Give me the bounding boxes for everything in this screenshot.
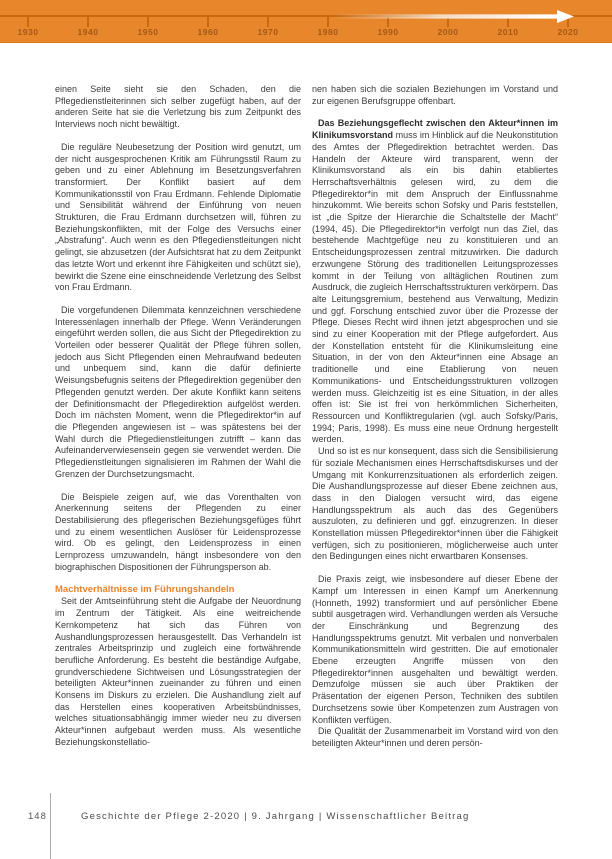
timeline-year: 2010 bbox=[497, 27, 519, 37]
timeline-year: 1980 bbox=[317, 27, 339, 37]
timeline-year: 1970 bbox=[257, 27, 279, 37]
timeline-tick bbox=[207, 16, 209, 27]
timeline-tick bbox=[147, 16, 149, 27]
body-paragraph bbox=[312, 118, 558, 446]
body-paragraph: nen haben sich die sozialen Beziehungen im Vorstand und zur eigenen Berufsgruppe offenbart. bbox=[312, 84, 558, 106]
body-paragraph: einen Seite sieht sie den Schaden, den die Pflegedienstleiterinnen sich selber zugefügt haben, auf der anderen Seite hat sie die Verletzung bis zum Zeitpunkt des Interviews noch nicht bewältigt. bbox=[55, 84, 301, 130]
body-paragraph: Die Praxis zeigt, wie insbesondere auf dieser Ebene der Kampf um Interessen in einen Kampf um Anerkennung (Honneth, 1992) transformiert und auf persönlicher Ebene subtil ausgetragen wird. Verhandlungen werden als Versuche der Einschränkung und Begrenzung des Handlungsspektrums genutzt. Mit verbalen und nonverbalen Kommunikationsmitteln wird gestritten. Die auf emotionaler Ebene erzeugten Angriffe müssen von den Pflegedirektor*innen ausgehalten und bewältigt werden. Demzufolge müssen sie auch über Praktiken der Präsentation der eigenen Person, Techniken des subtilen Durchsetzens sowie über Kompetenzen zum Austragen von Konflikten verfügen. bbox=[312, 574, 558, 725]
page-number: 148 bbox=[28, 811, 47, 822]
timeline-year: 1960 bbox=[197, 27, 219, 37]
timeline-tick bbox=[327, 16, 329, 27]
timeline-year: 1940 bbox=[77, 27, 99, 37]
timeline-year: 2000 bbox=[437, 27, 459, 37]
timeline-year: 1950 bbox=[137, 27, 159, 37]
body-paragraph: Seit der Amtseinführung steht die Aufgabe der Neuordnung im Zentrum der Tätigkeit. Als eine weitreichende Kernkompetenz hat sich das Führen von Aushandlungsprozessen herausgestellt. Das Verhandeln ist zentrales Arbeitsprinzip und zugleich eine fortwährende berufliche Anforderung. Es besteht die beständige Aufgabe, grundverschiedene Sichtweisen und Lösungsstrategien der beteiligten Akteur*innen zueinander zu führen und einen Konsens im Diskurs zu erzielen. Die Aushandlung zielt auf das Herstellen eines kooperativen Arbeitsbündnisses, welches situationsabhängig immer wieder neu zu diversen Akteur*innen aufgebaut werden muss. Als wesentliche Beziehungskonstellatio- bbox=[55, 596, 301, 747]
footer-journal-info: Geschichte der Pflege 2-2020 | 9. Jahrgang | Wissenschaftlicher Beitrag bbox=[81, 811, 470, 822]
left-column bbox=[55, 84, 301, 750]
timeline-year: 1930 bbox=[17, 27, 39, 37]
timeline-banner bbox=[0, 0, 612, 43]
body-paragraph: Die reguläre Neubesetzung der Position wird genutzt, um der nicht ausgesprochenen Kritik am Führungsstil Raum zu geben und zu einer Ablehnung im Besetzungsverfahren transformiert. Der Konflikt basiert auf dem Kommunikationsstil von Frau Erdmann. Fehlende Diplomatie und Sensibilität während der Einführung von neuen Strukturen, die Frau Erdmann durchsetzen will, führen zu Beziehungskonflikten, mit der Folge des Versuchs einer „Abstrafung“. Auch wenn es den Pflegedienstleitungen nicht gelingt, sie abzusetzen (der Aufsichtsrat hat zu dem Zeitpunkt das letzte Wort und erkennt ihre Fähigkeiten und schützt sie), bewirkt die Szene eine einschneidende Verletzung des Selbst von Frau Erdmann. bbox=[55, 141, 301, 293]
article-body bbox=[55, 84, 558, 750]
paragraph-text: muss im Hinblick auf die Neukonstitution des Amtes der Pflegedirektion betrachtet werden. Das Handeln der Akteure wird transparent, wenn der Klinikumsvorstand als ein bis dahin etabliertes Herrschaftsverhältnis gelesen wird, zu dem die Pflegedirektor*in mit dem Anspruch der Einflussnahme hinzukommt. Wie bereits schon Sofsky und Paris feststellen, ist „die Spitze der Hierarchie die Schaltstelle der Macht“ (1994, 45). Die Pflegedirektor*in verfolgt nun das Ziel, das bestehende Machtgefüge neu zu konstituieren und an Entscheidungsprozessen zentral mitzuwirken. Die dadurch erzwungene Störung des traditionellen Leitungsprozesses kommt in der Teilung von alltäglichen Routinen zum Ausdruck, die zugleich Herrschaftsstrukturen verkörpern. Das alte Leitungsgremium, bestehend aus Verwaltung, Medizin und ggf. Forschung entschied zuvor über die Prozesse der Pflege. Dieses Recht wird ihnen jetzt abgesprochen und sie sind zu einer Kooperation mit der Pflege aufgefordert. Aus der Konstellation entsteht für die Klinikumsleitung eine Situation, in der von den Akteur*innen eine Absage an traditionelle und eine Etablierung von neuen Kommunikations- und Entscheidungsstrukturen vollzogen werden muss. Gleichzeitig ist es eine Situation, in der alles offen ist: Sie ist frei von herkömmlichen Sicherheiten, Ressourcen und Konfliktregularien (vgl. auch Sofsky/Paris, 1994; Paris, 1998). Es muss eine neue Ordnung hergestellt werden. bbox=[312, 130, 558, 445]
timeline-year: 1990 bbox=[377, 27, 399, 37]
timeline-tick bbox=[27, 16, 29, 27]
timeline-tick bbox=[87, 16, 89, 27]
section-heading: Machtverhältnisse im Führungshandeln bbox=[55, 584, 235, 596]
timeline-highlight-arrow-icon bbox=[332, 10, 574, 23]
right-column bbox=[312, 84, 558, 750]
footer-divider bbox=[50, 793, 51, 859]
body-paragraph: Die vorgefundenen Dilemmata kennzeichnen verschiedene Interessenlagen innerhalb der Pflege. Wenn Veränderungen eingeführt werden sollen, die aus Sicht der Pflegedirektion zu Vorteilen oder besserer Qualität der Pflege führen sollen, jedoch aus Sicht Pflegenden einen Mehraufwand bedeuten und unbequem sind, kann die dafür definierte Weisungsbefugnis seitens der Pflegedirektion gegenüber den Pflegenden genutzt werden. Der akute Konflikt kann seitens der Definitionsmacht der Pflegedirektion aufgelöst werden. Doch im nächsten Moment, wenn die Pflegedirektor*in auf die Pflegenden angewiesen ist – was spätestens bei der Wahl durch die Pflegedienstleitungen zutrifft – kann das Aufeinanderverwiesensein gegen sie verwendet werden. Die Pflegedienstleitungen signalisieren im Rahmen der Wahl die Grenzen der Durchsetzungsmacht. bbox=[55, 304, 301, 479]
timeline-tick bbox=[267, 16, 269, 27]
bold-lead-text: Das Beziehungsgeflecht zwischen den Akteur*innen im Klinikumsvorstand bbox=[312, 118, 558, 141]
body-paragraph: Und so ist es nur konsequent, dass sich die Sensibilisierung für soziale Mechanismen eines Herrschaftsdiskurses und der Umgang mit Konkurrenzsituationen als erforderlich zeigen. Die Aushandlungsprozesse auf dieser Ebene zeichnen aus, dass in den Dialogen versucht wird, das eigene Handlungsspektrum als auch das des Gegenübers auszuloten, zu definieren und ggf. einzugrenzen. In dieser Konstellation müssen Pflegedirektor*innen über die Fähigkeit verfügen, sich zu positionieren, möglicherweise auch unter den Bedingungen eines nicht erwartbaren Konsenses. bbox=[312, 446, 558, 562]
body-paragraph: Die Qualität der Zusammenarbeit im Vorstand wird von den beteiligten Akteur*innen und deren persön- bbox=[312, 726, 558, 748]
body-paragraph: Die Beispiele zeigen auf, wie das Vorenthalten von Anerkennung seitens der Pflegenden zu einer Destabilisierung des pflegerischen Beziehungsgefüges führt und zu einem wesentlichen Auslöser für Leidensprozesse wird. Ob es gelingt, den Leidensprozess in einen Lernprozess umzuwandeln, hängt insbesondere von den biographischen Dispositionen der Führungsperson ab. bbox=[55, 491, 301, 572]
timeline-year: 2020 bbox=[557, 27, 579, 37]
